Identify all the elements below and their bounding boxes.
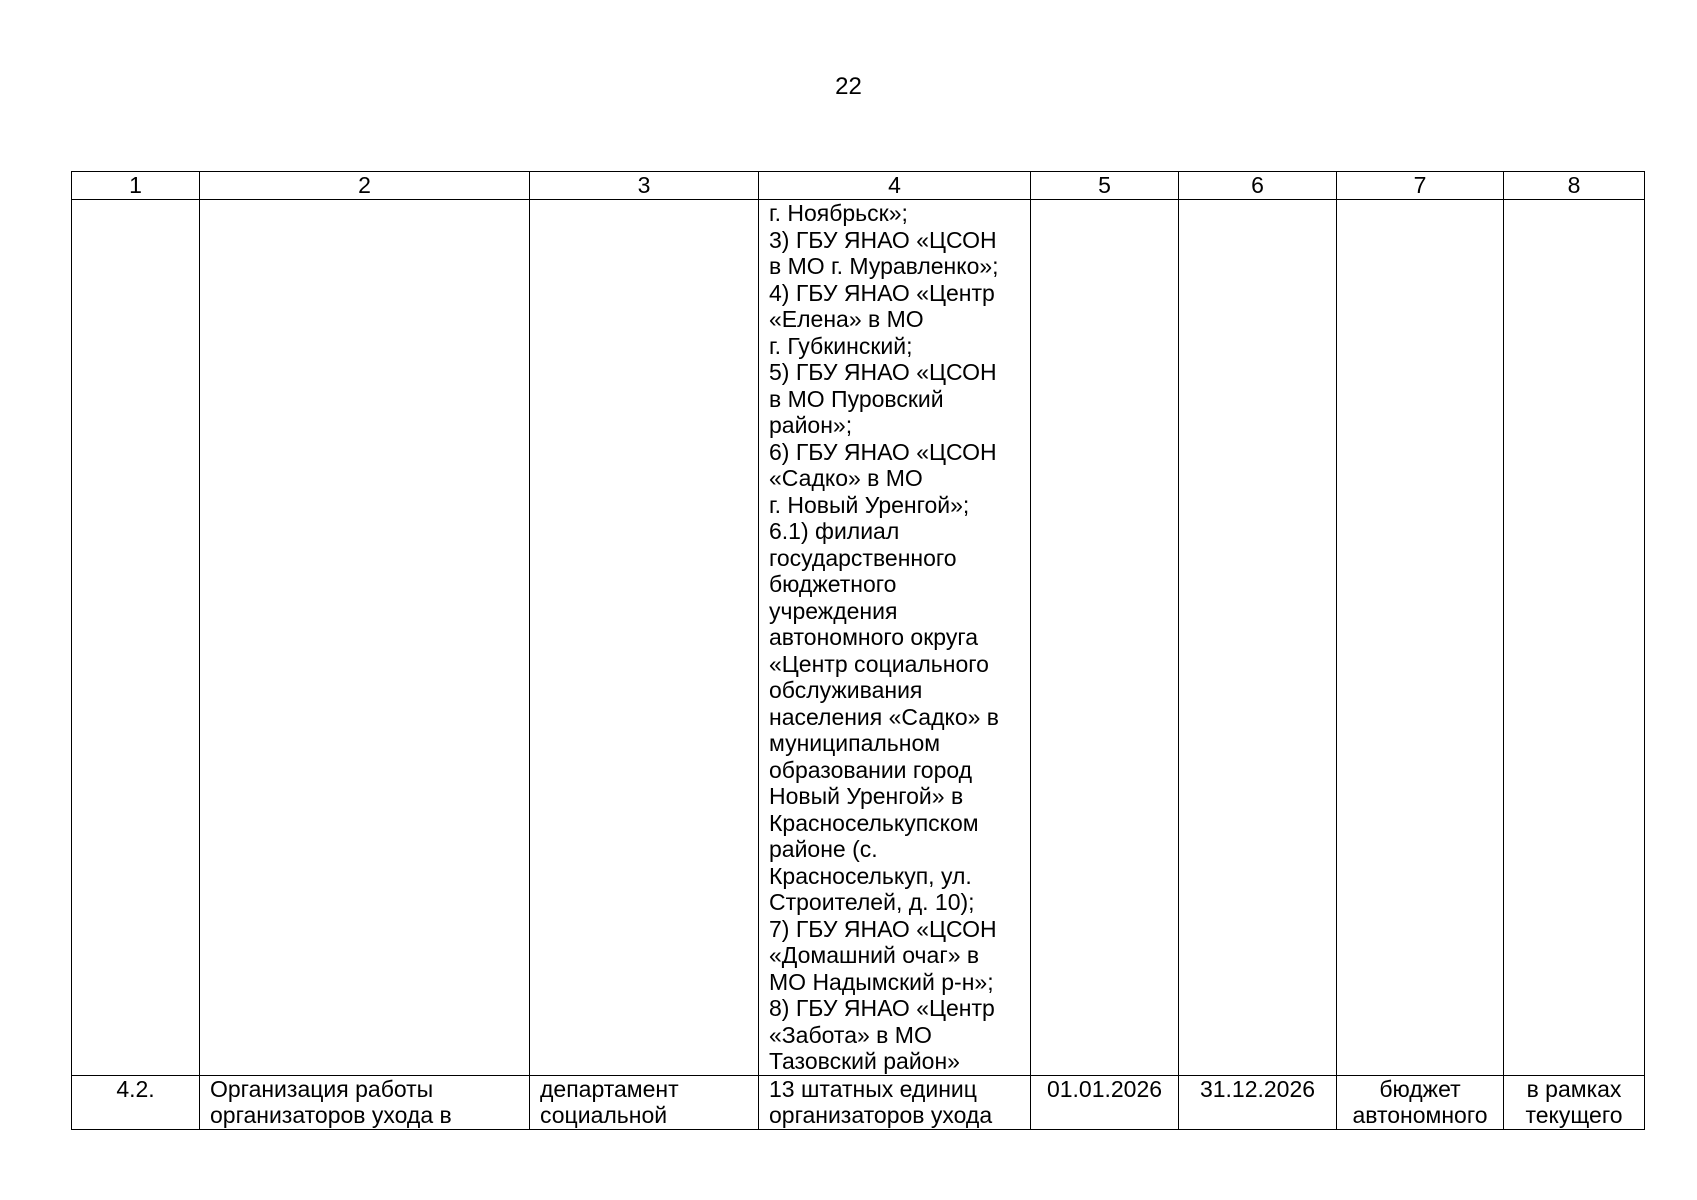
- institution-line: районе (с.: [769, 836, 878, 862]
- institution-line: Тазовский район»: [769, 1048, 960, 1074]
- institution-line: бюджетного: [769, 571, 897, 597]
- executor-line: социальной: [540, 1102, 668, 1128]
- institution-line: населения «Садко» в: [769, 703, 1000, 730]
- result-line: 13 штатных единиц: [769, 1075, 977, 1102]
- institution-line: Строителей, д. 10);: [769, 889, 975, 915]
- funding-amount-line: текущего: [1525, 1102, 1623, 1128]
- measure-name-cell: [200, 1075, 530, 1129]
- funding-source-cell: [1337, 1075, 1504, 1129]
- institution-line: 6.1) филиал: [769, 518, 900, 544]
- header-cell-2: 2: [200, 172, 530, 200]
- institution-line: г. Ноябрьск»;: [769, 200, 908, 226]
- cont-cell-3: [530, 200, 759, 1076]
- institution-line: район»;: [769, 412, 853, 438]
- start-date-cell: [1031, 1075, 1179, 1129]
- institution-line: в МО г. Муравленко»;: [769, 253, 999, 279]
- row-number: 4.2.: [116, 1075, 155, 1102]
- institution-line: 5) ГБУ ЯНАО «ЦСОН: [769, 359, 997, 385]
- funding-source-line: автономного: [1352, 1102, 1488, 1128]
- institution-line: обслуживания: [769, 677, 923, 703]
- institution-line: муниципальном: [769, 730, 941, 756]
- end-date: 31.12.2026: [1199, 1075, 1316, 1102]
- institution-line: 8) ГБУ ЯНАО «Центр: [769, 995, 995, 1021]
- institution-line: МО Надымский р-н»;: [769, 968, 994, 995]
- measure-name-line: организаторов ухода в: [210, 1102, 452, 1128]
- institution-line: Новый Уренгой» в: [769, 783, 964, 809]
- header-cell-5: 5: [1031, 172, 1179, 200]
- cont-cell-5: [1031, 200, 1179, 1076]
- institution-line: «Забота» в МО: [769, 1021, 932, 1048]
- cont-cell-8: [1504, 200, 1645, 1076]
- cont-cell-1: [72, 200, 200, 1076]
- cont-cell-6: [1179, 200, 1337, 1076]
- institution-line: 7) ГБУ ЯНАО «ЦСОН: [769, 915, 997, 942]
- executor-line: департамент: [540, 1075, 679, 1102]
- header-row: [72, 172, 1645, 200]
- cont-cell-7: [1337, 200, 1504, 1076]
- continuation-row: [72, 200, 1645, 1076]
- institution-line: г. Губкинский;: [769, 332, 913, 359]
- header-cell-6: 6: [1179, 172, 1337, 200]
- institution-line: Красноселькупском: [769, 809, 979, 836]
- funding-source-line: бюджет: [1379, 1075, 1461, 1102]
- header-cell-1: 1: [72, 172, 200, 200]
- measure-name-line: Организация работы: [210, 1075, 434, 1102]
- cont-cell-2: [200, 200, 530, 1076]
- start-date: 01.01.2026: [1046, 1075, 1163, 1102]
- funding-amount-line: в рамках: [1526, 1075, 1622, 1102]
- institution-line: г. Новый Уренгой»;: [769, 491, 970, 518]
- funding-amount-cell: [1504, 1075, 1645, 1129]
- executor-cell: [530, 1075, 759, 1129]
- measures-table: [71, 171, 1645, 1130]
- result-line: организаторов ухода: [769, 1102, 993, 1128]
- institution-line: «Садко» в МО: [769, 465, 923, 491]
- header-cell-4: 4: [759, 172, 1031, 200]
- header-cell-7: 7: [1337, 172, 1504, 200]
- institution-line: 4) ГБУ ЯНАО «Центр: [769, 279, 995, 306]
- table-row-4-2: [72, 1075, 1645, 1129]
- institution-line: «Домашний очаг» в: [769, 942, 980, 968]
- institution-line: образовании город: [769, 756, 973, 783]
- institution-line: в МО Пуровский: [769, 385, 944, 412]
- page-number: 22: [835, 73, 862, 100]
- cont-cell-4-institutions: [759, 200, 1031, 1076]
- result-cell: [759, 1075, 1031, 1129]
- institution-line: «Центр социального: [769, 650, 989, 677]
- header-cell-3: 3: [530, 172, 759, 200]
- institution-line: государственного: [769, 544, 957, 571]
- row-number-cell: [72, 1075, 200, 1129]
- institution-line: 6) ГБУ ЯНАО «ЦСОН: [769, 438, 997, 465]
- institution-line: учреждения: [769, 597, 898, 624]
- institution-line: Красноселькуп, ул.: [769, 862, 972, 889]
- end-date-cell: [1179, 1075, 1337, 1129]
- header-cell-8: 8: [1504, 172, 1645, 200]
- institution-line: «Елена» в МО: [769, 306, 924, 332]
- institution-line: автономного округа: [769, 624, 978, 650]
- institution-line: 3) ГБУ ЯНАО «ЦСОН: [769, 226, 997, 253]
